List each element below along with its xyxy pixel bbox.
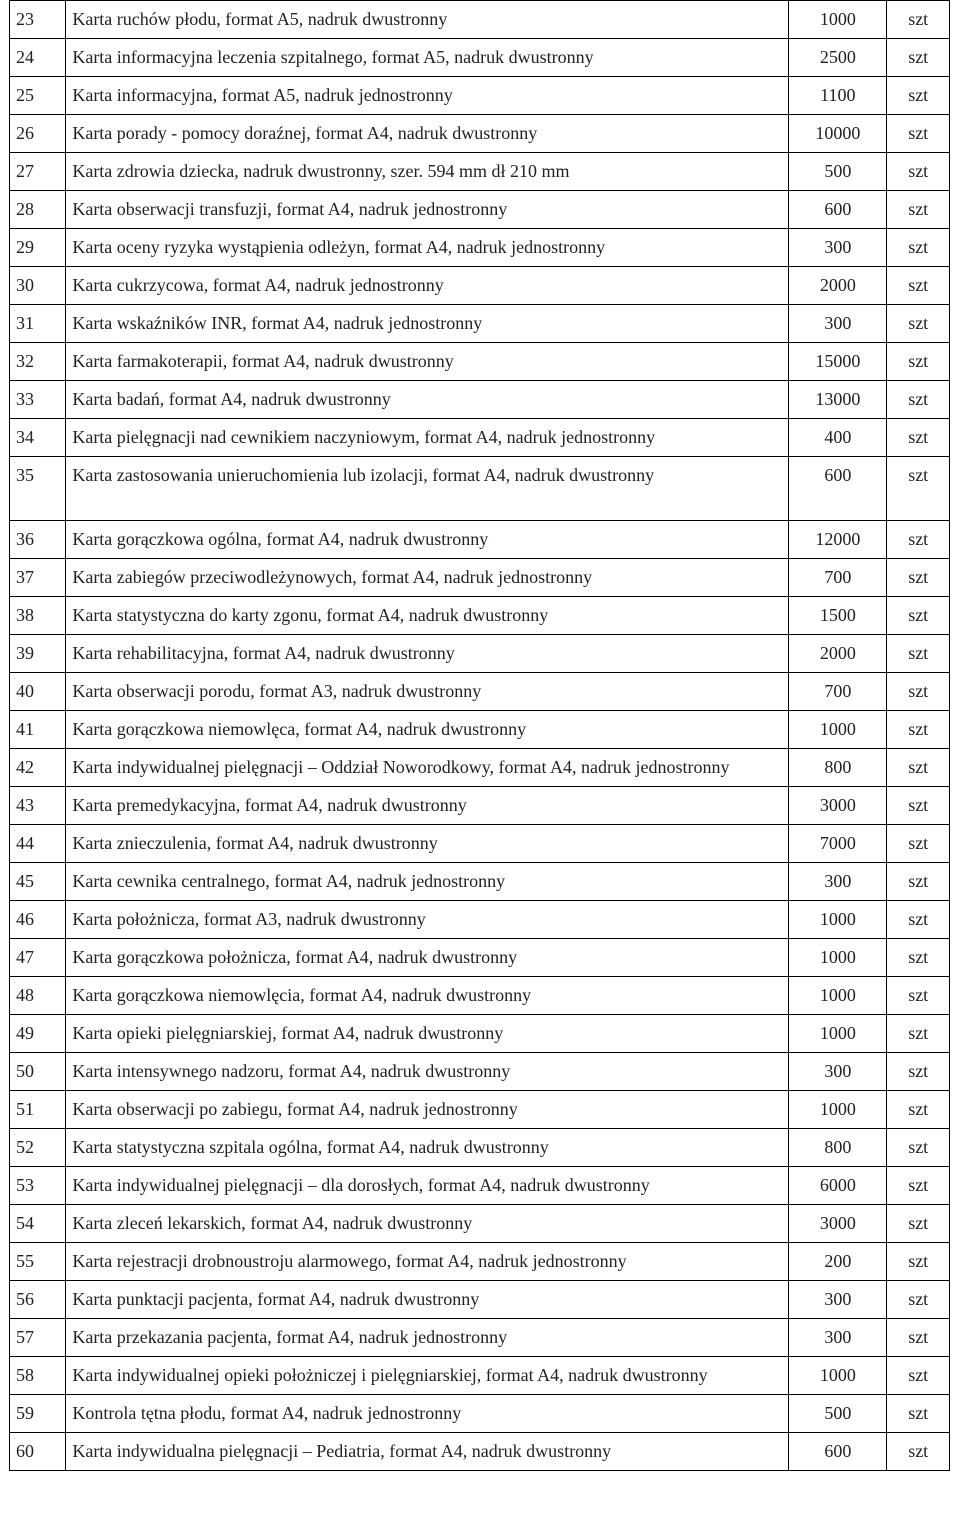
row-unit: szt — [887, 191, 950, 229]
row-item-name: Karta znieczulenia, format A4, nadruk dwustronny — [66, 825, 789, 863]
table-row — [10, 267, 950, 305]
row-unit: szt — [887, 977, 950, 1015]
row-unit: szt — [887, 825, 950, 863]
table-row — [10, 901, 950, 939]
row-item-name: Karta ruchów płodu, format A5, nadruk dwustronny — [66, 1, 789, 39]
row-unit: szt — [887, 305, 950, 343]
row-number: 41 — [10, 711, 66, 749]
row-item-name: Karta porady - pomocy doraźnej, format A4, nadruk dwustronny — [66, 115, 789, 153]
table-row — [10, 153, 950, 191]
row-spacer — [10, 494, 950, 521]
row-unit: szt — [887, 559, 950, 597]
table-row — [10, 419, 950, 457]
row-unit: szt — [887, 1319, 950, 1357]
row-quantity: 500 — [789, 1395, 887, 1433]
row-quantity: 300 — [789, 1281, 887, 1319]
row-quantity: 1000 — [789, 977, 887, 1015]
row-quantity: 2000 — [789, 267, 887, 305]
spacer-cell — [66, 494, 789, 521]
table-row — [10, 711, 950, 749]
row-number: 51 — [10, 1091, 66, 1129]
row-unit: szt — [887, 1357, 950, 1395]
row-item-name: Karta indywidualnej opieki położniczej i pielęgniarskiej, format A4, nadruk dwustronny — [66, 1357, 789, 1395]
table-row — [10, 1205, 950, 1243]
table-row — [10, 115, 950, 153]
row-unit: szt — [887, 457, 950, 495]
row-quantity: 3000 — [789, 787, 887, 825]
row-unit: szt — [887, 77, 950, 115]
table-row — [10, 1357, 950, 1395]
row-unit: szt — [887, 1129, 950, 1167]
table-row — [10, 1, 950, 39]
row-item-name: Karta zdrowia dziecka, nadruk dwustronny, szer. 594 mm dł 210 mm — [66, 153, 789, 191]
row-quantity: 1100 — [789, 77, 887, 115]
row-item-name: Karta gorączkowa ogólna, format A4, nadruk dwustronny — [66, 521, 789, 559]
row-unit: szt — [887, 863, 950, 901]
row-quantity: 1500 — [789, 597, 887, 635]
row-item-name: Karta intensywnego nadzoru, format A4, nadruk dwustronny — [66, 1053, 789, 1091]
row-item-name: Karta zabiegów przeciwodleżynowych, format A4, nadruk jednostronny — [66, 559, 789, 597]
table-row — [10, 749, 950, 787]
row-unit: szt — [887, 635, 950, 673]
row-quantity: 6000 — [789, 1167, 887, 1205]
row-unit: szt — [887, 597, 950, 635]
row-unit: szt — [887, 1, 950, 39]
row-item-name: Karta położnicza, format A3, nadruk dwustronny — [66, 901, 789, 939]
row-number: 39 — [10, 635, 66, 673]
row-number: 60 — [10, 1433, 66, 1471]
table-row — [10, 457, 950, 495]
spacer-cell — [10, 494, 66, 521]
row-unit: szt — [887, 1395, 950, 1433]
table-row — [10, 1433, 950, 1471]
table-row — [10, 863, 950, 901]
row-number: 43 — [10, 787, 66, 825]
row-item-name: Karta opieki pielęgniarskiej, format A4, nadruk dwustronny — [66, 1015, 789, 1053]
row-quantity: 1000 — [789, 711, 887, 749]
row-quantity: 2500 — [789, 39, 887, 77]
row-item-name: Karta przekazania pacjenta, format A4, nadruk jednostronny — [66, 1319, 789, 1357]
table-row — [10, 343, 950, 381]
items-table-body — [10, 1, 950, 1471]
row-unit: szt — [887, 939, 950, 977]
row-unit: szt — [887, 1243, 950, 1281]
row-unit: szt — [887, 673, 950, 711]
table-row — [10, 1395, 950, 1433]
row-number: 57 — [10, 1319, 66, 1357]
row-quantity: 700 — [789, 559, 887, 597]
row-quantity: 300 — [789, 229, 887, 267]
row-item-name: Karta cewnika centralnego, format A4, nadruk jednostronny — [66, 863, 789, 901]
row-item-name: Karta obserwacji porodu, format A3, nadruk dwustronny — [66, 673, 789, 711]
table-row — [10, 597, 950, 635]
row-unit: szt — [887, 115, 950, 153]
row-item-name: Karta indywidualna pielęgnacji – Pediatria, format A4, nadruk dwustronny — [66, 1433, 789, 1471]
row-quantity: 7000 — [789, 825, 887, 863]
row-unit: szt — [887, 153, 950, 191]
row-item-name: Karta zleceń lekarskich, format A4, nadruk dwustronny — [66, 1205, 789, 1243]
table-row — [10, 1015, 950, 1053]
row-unit: szt — [887, 381, 950, 419]
row-quantity: 600 — [789, 457, 887, 495]
row-number: 38 — [10, 597, 66, 635]
row-number: 30 — [10, 267, 66, 305]
row-item-name: Karta obserwacji transfuzji, format A4, nadruk jednostronny — [66, 191, 789, 229]
row-unit: szt — [887, 1015, 950, 1053]
row-unit: szt — [887, 1167, 950, 1205]
row-item-name: Karta gorączkowa niemowlęcia, format A4, nadruk dwustronny — [66, 977, 789, 1015]
row-item-name: Karta wskaźników INR, format A4, nadruk jednostronny — [66, 305, 789, 343]
row-unit: szt — [887, 1433, 950, 1471]
row-item-name: Karta farmakoterapii, format A4, nadruk dwustronny — [66, 343, 789, 381]
row-unit: szt — [887, 343, 950, 381]
row-number: 26 — [10, 115, 66, 153]
table-row — [10, 1091, 950, 1129]
row-item-name: Karta oceny ryzyka wystąpienia odleżyn, format A4, nadruk jednostronny — [66, 229, 789, 267]
row-number: 31 — [10, 305, 66, 343]
row-unit: szt — [887, 521, 950, 559]
row-number: 23 — [10, 1, 66, 39]
row-number: 25 — [10, 77, 66, 115]
row-quantity: 1000 — [789, 1015, 887, 1053]
row-quantity: 800 — [789, 749, 887, 787]
table-row — [10, 77, 950, 115]
row-quantity: 600 — [789, 1433, 887, 1471]
row-quantity: 3000 — [789, 1205, 887, 1243]
row-number: 46 — [10, 901, 66, 939]
row-item-name: Karta indywidualnej pielęgnacji – Oddział Noworodkowy, format A4, nadruk jednostronny — [66, 749, 789, 787]
row-item-name: Karta rehabilitacyjna, format A4, nadruk dwustronny — [66, 635, 789, 673]
row-unit: szt — [887, 1053, 950, 1091]
table-row — [10, 939, 950, 977]
row-item-name: Karta rejestracji drobnoustroju alarmowego, format A4, nadruk jednostronny — [66, 1243, 789, 1281]
row-quantity: 1000 — [789, 1, 887, 39]
row-number: 47 — [10, 939, 66, 977]
row-item-name: Kontrola tętna płodu, format A4, nadruk jednostronny — [66, 1395, 789, 1433]
row-quantity: 13000 — [789, 381, 887, 419]
table-row — [10, 381, 950, 419]
row-quantity: 2000 — [789, 635, 887, 673]
table-row — [10, 559, 950, 597]
table-row — [10, 1053, 950, 1091]
row-item-name: Karta badań, format A4, nadruk dwustronny — [66, 381, 789, 419]
row-quantity: 10000 — [789, 115, 887, 153]
row-number: 36 — [10, 521, 66, 559]
row-unit: szt — [887, 39, 950, 77]
row-quantity: 1000 — [789, 939, 887, 977]
row-item-name: Karta zastosowania unieruchomienia lub izolacji, format A4, nadruk dwustronny — [66, 457, 789, 495]
row-quantity: 12000 — [789, 521, 887, 559]
row-number: 28 — [10, 191, 66, 229]
row-item-name: Karta statystyczna szpitala ogólna, format A4, nadruk dwustronny — [66, 1129, 789, 1167]
row-number: 54 — [10, 1205, 66, 1243]
row-unit: szt — [887, 787, 950, 825]
row-unit: szt — [887, 749, 950, 787]
row-number: 42 — [10, 749, 66, 787]
row-number: 29 — [10, 229, 66, 267]
row-number: 59 — [10, 1395, 66, 1433]
row-number: 56 — [10, 1281, 66, 1319]
row-number: 40 — [10, 673, 66, 711]
row-quantity: 15000 — [789, 343, 887, 381]
table-row — [10, 305, 950, 343]
row-item-name: Karta statystyczna do karty zgonu, format A4, nadruk dwustronny — [66, 597, 789, 635]
row-quantity: 200 — [789, 1243, 887, 1281]
row-number: 49 — [10, 1015, 66, 1053]
row-item-name: Karta punktacji pacjenta, format A4, nadruk dwustronny — [66, 1281, 789, 1319]
row-quantity: 800 — [789, 1129, 887, 1167]
row-number: 48 — [10, 977, 66, 1015]
row-number: 32 — [10, 343, 66, 381]
row-quantity: 300 — [789, 305, 887, 343]
document-page — [9, 0, 950, 1521]
row-item-name: Karta gorączkowa położnicza, format A4, nadruk dwustronny — [66, 939, 789, 977]
row-item-name: Karta obserwacji po zabiegu, format A4, nadruk jednostronny — [66, 1091, 789, 1129]
row-item-name: Karta pielęgnacji nad cewnikiem naczyniowym, format A4, nadruk jednostronny — [66, 419, 789, 457]
row-unit: szt — [887, 229, 950, 267]
row-item-name: Karta informacyjna leczenia szpitalnego, format A5, nadruk dwustronny — [66, 39, 789, 77]
row-item-name: Karta premedykacyjna, format A4, nadruk dwustronny — [66, 787, 789, 825]
table-row — [10, 191, 950, 229]
row-number: 52 — [10, 1129, 66, 1167]
row-unit: szt — [887, 419, 950, 457]
row-quantity: 1000 — [789, 901, 887, 939]
row-quantity: 400 — [789, 419, 887, 457]
table-row — [10, 521, 950, 559]
row-item-name: Karta indywidualnej pielęgnacji – dla dorosłych, format A4, nadruk dwustronny — [66, 1167, 789, 1205]
row-number: 34 — [10, 419, 66, 457]
row-number: 33 — [10, 381, 66, 419]
table-row — [10, 673, 950, 711]
row-number: 45 — [10, 863, 66, 901]
row-unit: szt — [887, 1281, 950, 1319]
row-unit: szt — [887, 711, 950, 749]
row-quantity: 1000 — [789, 1091, 887, 1129]
items-table — [9, 0, 950, 1471]
table-row — [10, 977, 950, 1015]
row-quantity: 300 — [789, 1319, 887, 1357]
row-number: 55 — [10, 1243, 66, 1281]
table-row — [10, 1243, 950, 1281]
table-row — [10, 1129, 950, 1167]
spacer-cell — [789, 494, 887, 521]
spacer-cell — [887, 494, 950, 521]
row-number: 53 — [10, 1167, 66, 1205]
table-row — [10, 787, 950, 825]
row-number: 37 — [10, 559, 66, 597]
row-item-name: Karta cukrzycowa, format A4, nadruk jednostronny — [66, 267, 789, 305]
row-quantity: 300 — [789, 863, 887, 901]
row-number: 27 — [10, 153, 66, 191]
row-quantity: 300 — [789, 1053, 887, 1091]
row-number: 44 — [10, 825, 66, 863]
row-unit: szt — [887, 901, 950, 939]
row-quantity: 500 — [789, 153, 887, 191]
table-row — [10, 1319, 950, 1357]
row-unit: szt — [887, 1205, 950, 1243]
row-number: 58 — [10, 1357, 66, 1395]
table-row — [10, 825, 950, 863]
row-number: 50 — [10, 1053, 66, 1091]
row-quantity: 700 — [789, 673, 887, 711]
table-row — [10, 635, 950, 673]
table-row — [10, 229, 950, 267]
row-unit: szt — [887, 1091, 950, 1129]
row-quantity: 1000 — [789, 1357, 887, 1395]
row-item-name: Karta gorączkowa niemowlęca, format A4, nadruk dwustronny — [66, 711, 789, 749]
table-row — [10, 1167, 950, 1205]
row-quantity: 600 — [789, 191, 887, 229]
table-row — [10, 39, 950, 77]
row-number: 24 — [10, 39, 66, 77]
table-row — [10, 1281, 950, 1319]
row-unit: szt — [887, 267, 950, 305]
row-number: 35 — [10, 457, 66, 495]
row-item-name: Karta informacyjna, format A5, nadruk jednostronny — [66, 77, 789, 115]
